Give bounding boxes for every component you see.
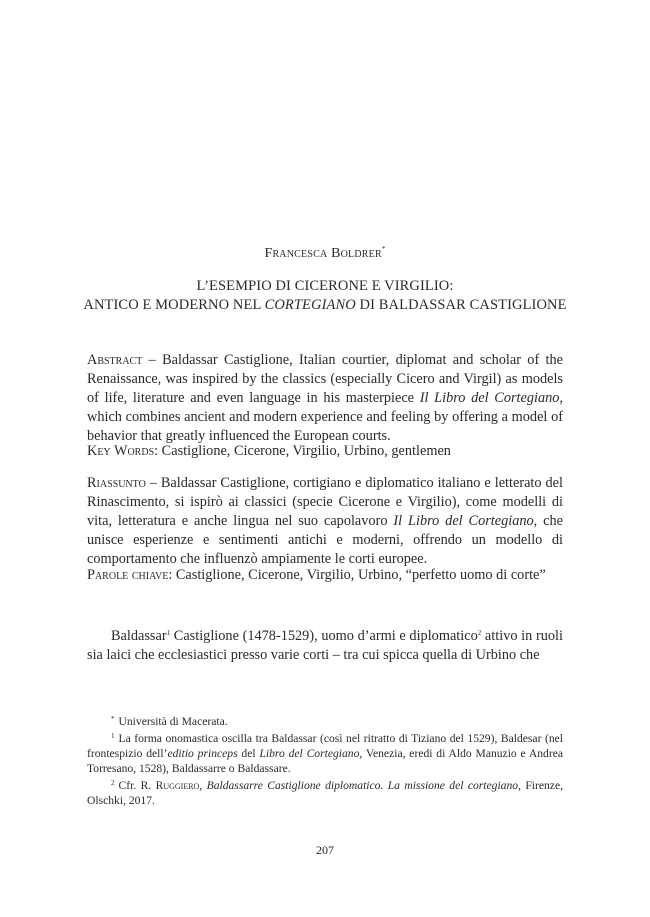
- abstract-label: Abstract: [87, 352, 143, 368]
- body-paragraph: [87, 624, 563, 665]
- riassunto-text-italic: Il Libro del Cortegiano: [393, 513, 534, 529]
- footnote-star-text: Università di Macerata.: [118, 715, 228, 728]
- footnote-1-e: , Venezia, eredi di Aldo Manuzio e Andrea Torresano, 1528), Baldassarre o Baldassare.: [87, 747, 563, 775]
- riassunto-section: [87, 474, 563, 569]
- abstract-text-post: , which combines ancient and modern experience and feeling by offering a model of behavior that greatly influenced the European courts.: [87, 390, 563, 444]
- key-words-section: [87, 442, 563, 461]
- footnote-2-mark: 2: [111, 779, 115, 787]
- footnote-ref-1: 1: [166, 629, 171, 637]
- footnote-star: [87, 712, 563, 729]
- footnote-2: [87, 776, 563, 808]
- title-line-1: L’ESEMPIO DI CICERONE E VIRGILIO:: [196, 278, 454, 294]
- riassunto-label: Riassunto: [87, 475, 146, 491]
- title-line-2: [40, 296, 610, 315]
- key-words-text: : Castiglione, Cicerone, Virgilio, Urbino, gentlemen: [154, 443, 451, 459]
- title-line-2-pre: ANTICO E MODERNO NEL: [83, 297, 265, 313]
- author-footnote-mark: *: [381, 245, 386, 253]
- key-words-label: Key Words: [87, 443, 155, 459]
- footnote-1-c: del: [237, 747, 260, 760]
- riassunto-paragraph: [87, 474, 563, 569]
- body-part-3: attivo in ruoli sia laici che ecclesiastici presso varie corti – tra cui spicca quella di Urbino che: [87, 628, 563, 663]
- riassunto-text-post: , che unisce esperienze e sentimenti antichi e moderni, offrendo un modello di comportamento che influenzò ampiamente le corti europee.: [87, 513, 563, 567]
- author-name: [0, 245, 650, 262]
- footnote-1-a: La forma onomastica oscilla tra Baldassar (così nel ritratto di Tiziano del 1529), Baldesar (nel frontespizio dell’: [87, 732, 563, 760]
- body-part-1: Baldassar: [111, 628, 167, 644]
- abstract-text-pre: – Baldassar Castiglione, Italian courtier, diplomat and scholar of the Renaissance, was inspired by the classics (especially Cicero and Virgil) as models of life, literature and even language in his masterpiece: [87, 352, 563, 406]
- riassunto-text-pre: – Baldassar Castiglione, cortigiano e diplomatico italiano e letterato del Rinascimento, si ispirò ai classici (specie Cicerone e Virgilio), come modelli di vita, letteratura e anche lingua nel suo capolavoro: [87, 475, 563, 529]
- footnotes: [87, 712, 563, 808]
- key-words-paragraph: [87, 442, 563, 461]
- title-line-2-post: DI BALDASSAR CASTIGLIONE: [355, 297, 567, 313]
- title-line-2-italic: CORTEGIANO: [264, 297, 356, 313]
- footnote-2-c: ,: [199, 779, 207, 792]
- footnote-2-b: Ruggiero: [155, 779, 200, 792]
- parole-chiave-section: [87, 566, 563, 585]
- body-part-2: Castiglione (1478-1529), uomo d’armi e diplomatico: [170, 628, 478, 644]
- body-section: [87, 624, 563, 665]
- footnote-1-mark: 1: [111, 732, 115, 740]
- footnote-1-d: Libro del Cortegiano: [259, 747, 360, 760]
- parole-chiave-text: : Castiglione, Cicerone, Virgilio, Urbino, “perfetto uomo di corte”: [168, 567, 546, 583]
- footnote-1: [87, 729, 563, 776]
- parole-chiave-label: Parole chiave: [87, 567, 169, 583]
- page-number: 207: [316, 843, 334, 857]
- abstract-text-italic: Il Libro del Cortegiano: [419, 390, 560, 406]
- author-text: Francesca Boldrer: [264, 246, 382, 261]
- footnote-ref-2: 2: [477, 629, 482, 637]
- footnote-2-d: Baldassarre Castiglione diplomatico. La missione del cortegiano: [206, 779, 519, 792]
- footnote-2-e: , Firenze, Olschki, 2017.: [87, 779, 563, 807]
- parole-chiave-paragraph: [87, 566, 563, 585]
- abstract-paragraph: [87, 351, 563, 446]
- footnote-1-b: editio princeps: [167, 747, 238, 760]
- footnote-star-mark: *: [111, 715, 115, 723]
- abstract-section: [87, 351, 563, 446]
- footnote-2-a: Cfr. R.: [118, 779, 156, 792]
- article-title: [40, 277, 610, 315]
